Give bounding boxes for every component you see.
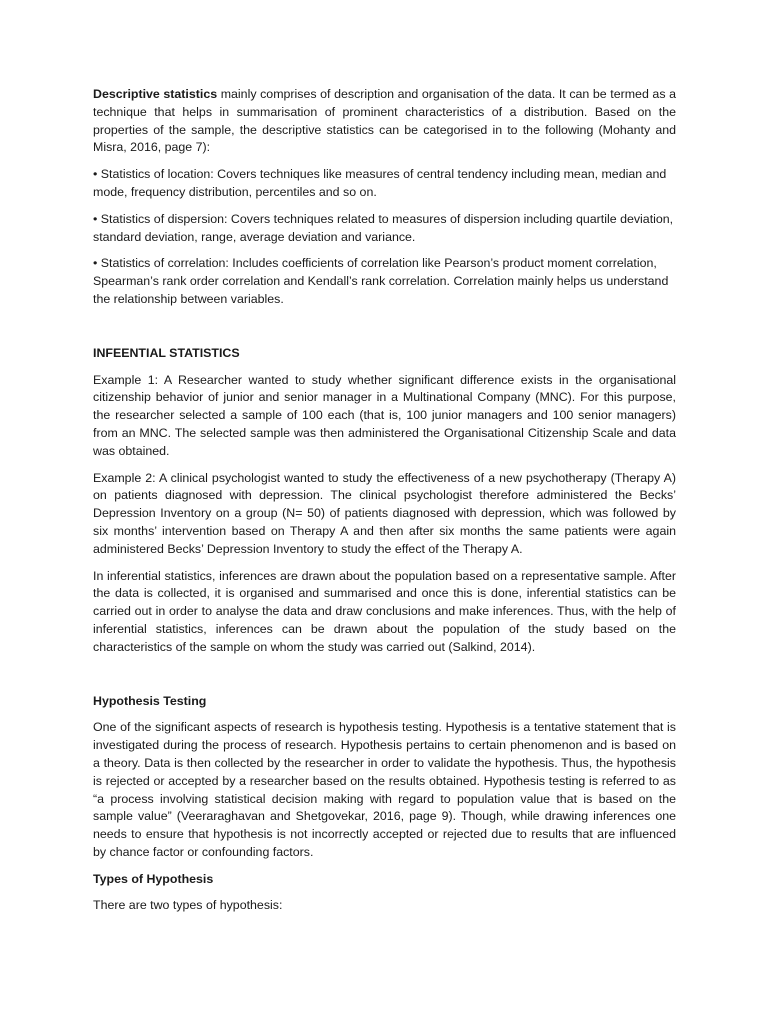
spacer — [93, 318, 676, 345]
spacer — [93, 666, 676, 693]
bullet-location: • Statistics of location: Covers techniques like measures of central tendency including mean, median and mode, frequency distribution, percentiles and so on. — [93, 167, 667, 199]
document-page — [93, 86, 676, 924]
inferential-heading: INFEENTIAL STATISTICS — [93, 345, 240, 360]
example-2-paragraph: Example 2: A clinical psychologist wanted to study the effectiveness of a new psychotherapy (Therapy A) on patients diagnosed with depression. The clinical psychologist therefore administered the Becks’ Depression Inventory on a group (N= 50) of patients diagnosed with depression, which was followed by six months’ intervention based on Therapy A and then after six months the same patients were again administered Becks’ Depression Inventory to study the effect of the Therapy A. — [93, 470, 676, 556]
types-of-hypothesis-intro: There are two types of hypothesis: — [93, 898, 283, 913]
inferential-summary-paragraph: In inferential statistics, inferences are drawn about the population based on a representative sample. After the data is collected, it is organised and summarised and once this is done, inferential statistics can be carried out in order to analyse the data and draw conclusions and make inferences. Thus, with the help of inferential statistics, inferences can be drawn about the population of the study based on the characteristics of the sample on whom the study was carried out (Salkind, 2014). — [93, 568, 676, 654]
descriptive-intro-text: mainly comprises of description and organisation of the data. It can be termed as a technique that helps in summarisation of prominent characteristics of a distribution. Based on the properties of the sample, the descriptive statistics can be categorised in to the following (Mohanty and Misra, 2016, page 7): — [93, 87, 677, 155]
bullet-correlation: • Statistics of correlation: Includes coefficients of correlation like Pearson’s product moment correlation, Spearman’s rank order correlation and Kendall’s rank correlation. Correlation mainly helps us understand the relationship between variables. — [93, 256, 669, 306]
hypothesis-testing-paragraph: One of the significant aspects of research is hypothesis testing. Hypothesis is a tentative statement that is investigated during the process of research. Hypothesis pertains to certain phenomenon and is based on a theory. Data is then collected by the researcher in order to validate the hypothesis. Thus, the hypothesis is rejected or accepted by a researcher based on the results obtained. Hypothesis testing is referred to as “a process involving statistical decision making with regard to population value that is based on the sample value” (Veeraraghavan and Shetgovekar, 2016, page 9). Though, while drawing inferences one needs to ensure that hypothesis is not incorrectly accepted or rejected due to results that are influenced by chance factor or confounding factors. — [93, 720, 676, 859]
hypothesis-testing-heading: Hypothesis Testing — [93, 693, 207, 708]
types-of-hypothesis-heading: Types of Hypothesis — [93, 871, 214, 886]
example-1-paragraph: Example 1: A Researcher wanted to study whether significant difference exists in the organisational citizenship behavior of junior and senior manager in a Multinational Company (MNC). For this purpose, the researcher selected a sample of 100 each (that is, 100 junior managers and 100 senior managers) from an MNC. The selected sample was then administered the Organisational Citizenship Scale and data was obtained. — [93, 372, 676, 458]
bullet-dispersion: • Statistics of dispersion: Covers techniques related to measures of dispersion including quartile deviation, standard deviation, range, average deviation and variance. — [93, 211, 674, 244]
descriptive-intro-paragraph — [93, 86, 676, 157]
descriptive-lead-term: Descriptive statistics — [93, 87, 218, 101]
